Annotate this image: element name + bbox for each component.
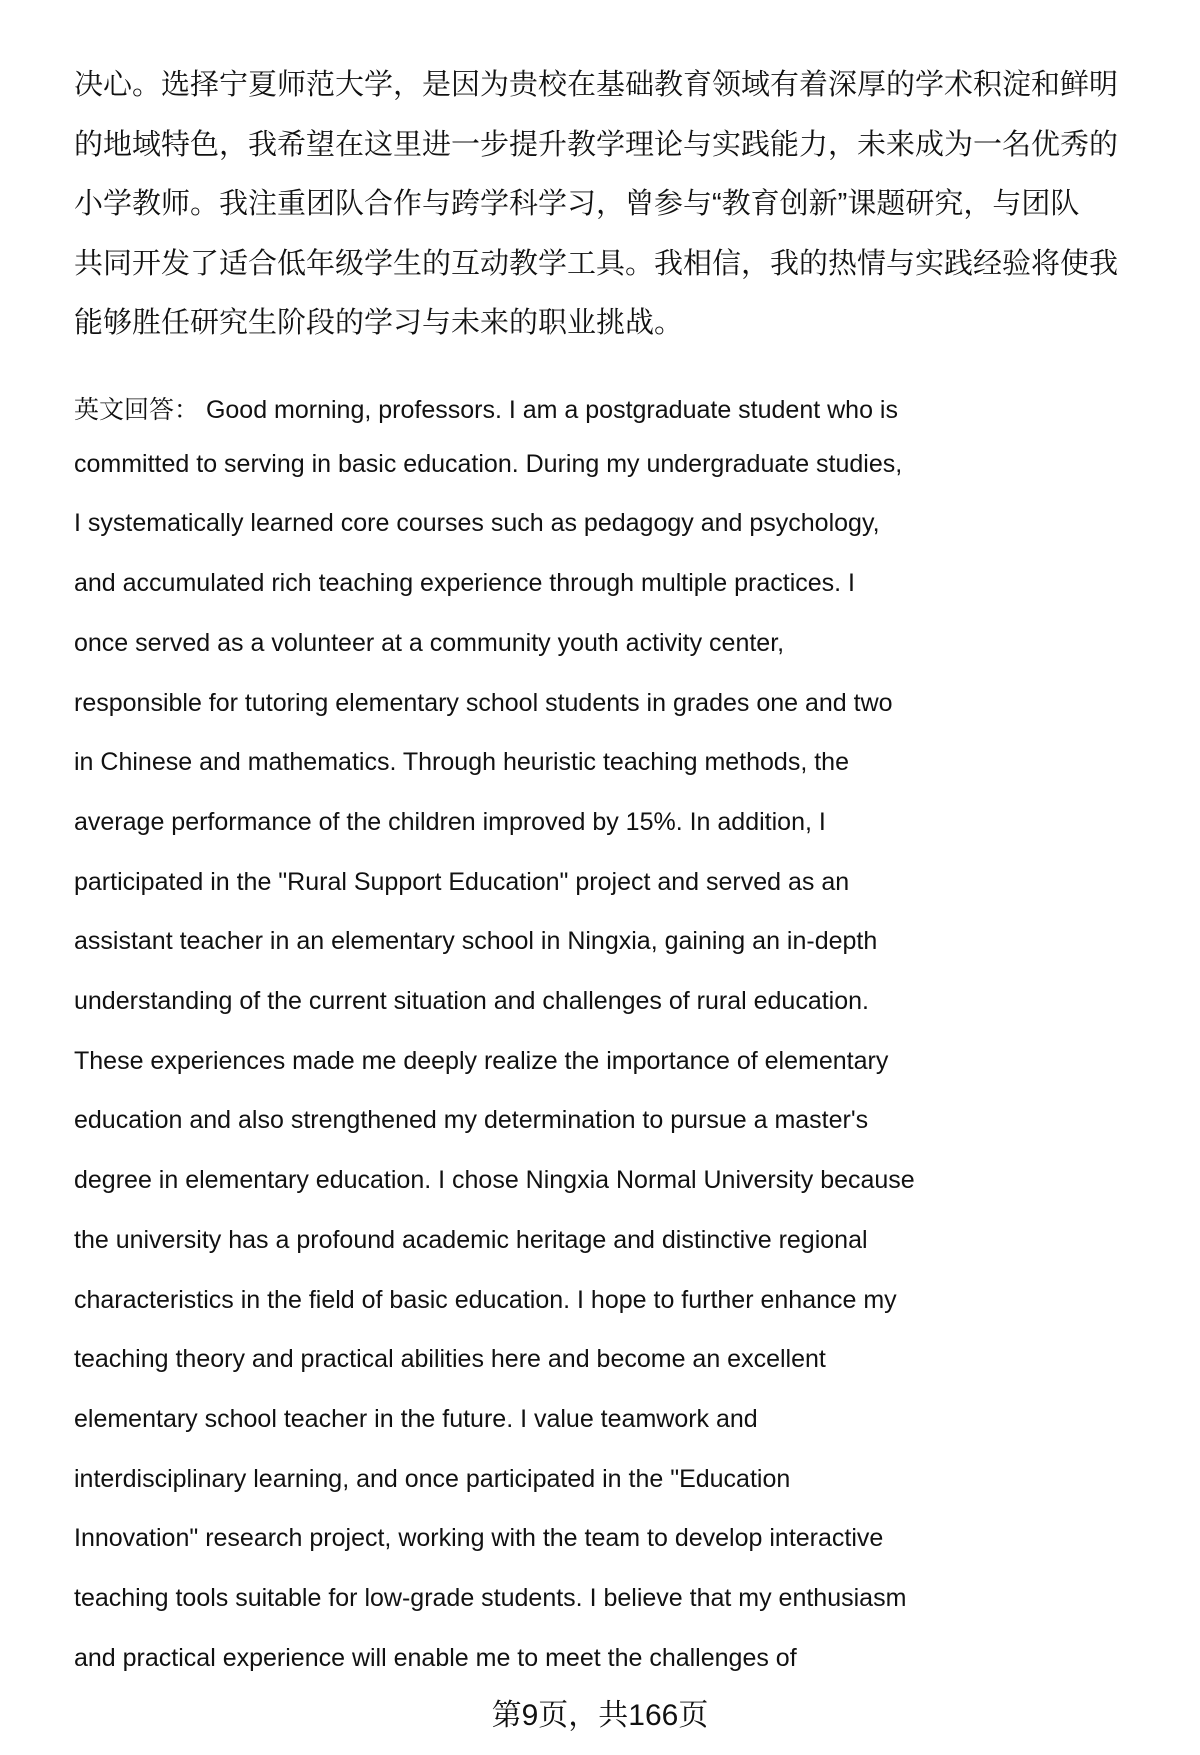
text-line: education and also strengthened my determination to pursue a master's	[74, 1106, 869, 1135]
text-line: characteristics in the field of basic education. I hope to further enhance my	[74, 1285, 897, 1314]
text-line: degree in elementary education. I chose Ningxia Normal University because	[74, 1166, 915, 1195]
text-line: 小学教师。我注重团队合作与跨学科学习，曾参与“教育创新”课题研究，与团队	[74, 188, 1080, 221]
text-line: 英文回答： Good morning, professors. I am a postgraduate student who is	[74, 396, 898, 424]
text-line: Innovation" research project, working with the team to develop interactive	[74, 1524, 884, 1553]
text-line: participated in the "Rural Support Education" project and served as an	[74, 867, 850, 896]
text-line: understanding of the current situation and challenges of rural education.	[74, 987, 869, 1015]
text-line: 决心。选择宁夏师范大学，是因为贵校在基础教育领域有着深厚的学术积淀和鲜明	[74, 69, 1119, 101]
page-number-footer: 第9页，共166页	[491, 1699, 709, 1732]
text-line: responsible for tutoring elementary school students in grades one and two	[74, 688, 893, 717]
text-line: assistant teacher in an elementary school in Ningxia, gaining an in-depth	[74, 927, 878, 956]
text-line: average performance of the children improved by 15%. In addition, I	[74, 807, 826, 836]
text-line: and practical experience will enable me to meet the challenges of	[74, 1643, 797, 1672]
text-line: teaching theory and practical abilities here and become an excellent	[74, 1345, 826, 1374]
text-line: 共同开发了适合低年级学生的互动教学工具。我相信，我的热情与实践经验将使我	[74, 247, 1119, 280]
text-line: 能够胜任研究生阶段的学习与未来的职业挑战。	[74, 307, 684, 340]
text-line: teaching tools suitable for low-grade students. I believe that my enthusiasm	[74, 1584, 907, 1612]
text-line: 的地域特色，我希望在这里进一步提升教学理论与实践能力，未来成为一名优秀的	[74, 128, 1119, 161]
text-line: elementary school teacher in the future. I value teamwork and	[74, 1404, 758, 1433]
text-line: These experiences made me deeply realize the importance of elementary	[74, 1046, 889, 1075]
text-line: interdisciplinary learning, and once participated in the "Education	[74, 1464, 791, 1493]
text-line: the university has a profound academic heritage and distinctive regional	[74, 1225, 868, 1254]
text-line: I systematically learned core courses such as pedagogy and psychology,	[74, 509, 880, 538]
text-line: and accumulated rich teaching experience through multiple practices. I	[74, 569, 855, 598]
text-line: once served as a volunteer at a community youth activity center,	[74, 628, 785, 657]
text-line: in Chinese and mathematics. Through heuristic teaching methods, the	[74, 748, 849, 777]
text-line: committed to serving in basic education. During my undergraduate studies,	[74, 449, 903, 478]
